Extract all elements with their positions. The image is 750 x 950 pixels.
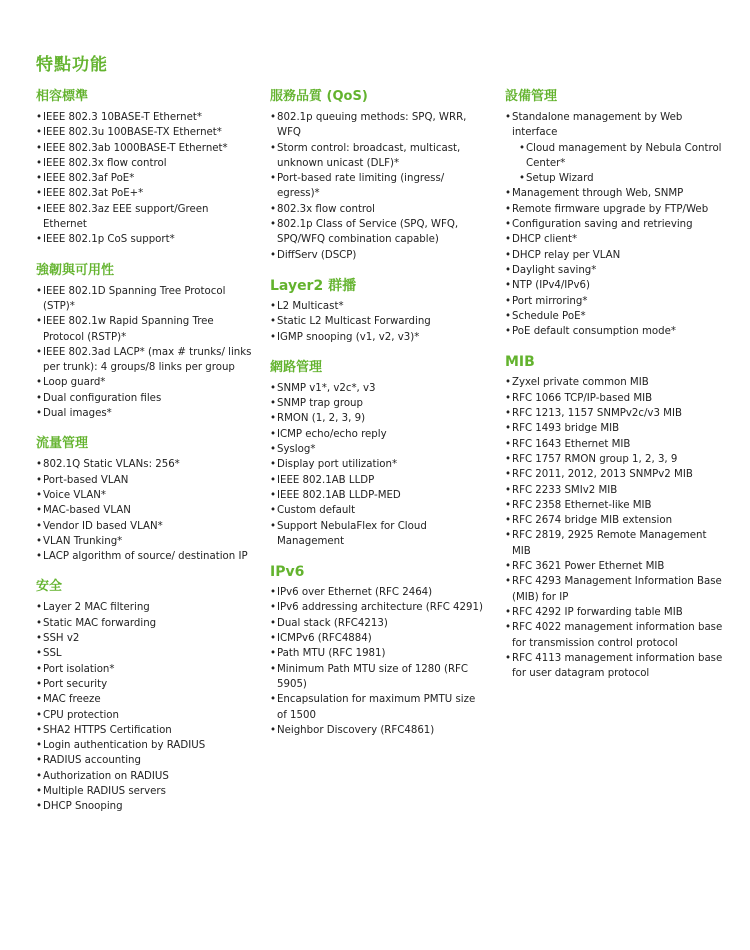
list-item: • DiffServ (DSCP) xyxy=(270,248,488,263)
section-mib xyxy=(505,353,725,681)
list-item: • Daylight saving* xyxy=(505,263,725,278)
list-item: • IEEE 802.1AB LLDP-MED xyxy=(270,488,488,503)
feature-list xyxy=(36,284,254,422)
feature-list xyxy=(36,457,254,564)
list-item: • RFC 1213, 1157 SNMPv2c/v3 MIB xyxy=(505,406,725,421)
list-item: • Layer 2 MAC filtering xyxy=(36,600,254,615)
section-title: MIB xyxy=(505,354,535,371)
section-title: Layer2 群播 xyxy=(270,277,357,294)
list-item: • 802.1Q Static VLANs: 256* xyxy=(36,457,254,472)
section-security xyxy=(36,578,254,814)
list-item: • L2 Multicast* xyxy=(270,299,488,314)
list-item: • SHA2 HTTPS Certification xyxy=(36,723,254,738)
list-item: • Schedule PoE* xyxy=(505,309,725,324)
list-item: • RFC 2011, 2012, 2013 SNMPv2 MIB xyxy=(505,467,725,482)
list-item: • RFC 1493 bridge MIB xyxy=(505,421,725,436)
list-item: • Voice VLAN* xyxy=(36,488,254,503)
list-item: • IEEE 802.3af PoE* xyxy=(36,171,254,186)
list-item: • Configuration saving and retrieving xyxy=(505,217,725,232)
list-item: • IPv6 over Ethernet (RFC 2464) xyxy=(270,585,488,600)
list-item: • Port security xyxy=(36,677,254,692)
list-item: • DHCP relay per VLAN xyxy=(505,248,725,263)
column-3 xyxy=(505,88,725,695)
feature-list xyxy=(36,110,254,248)
list-item: • IEEE 802.3ab 1000BASE-T Ethernet* xyxy=(36,141,254,156)
list-item: • RFC 4022 management information base for transmission control protocol xyxy=(505,620,725,651)
list-item: • SSH v2 xyxy=(36,631,254,646)
feature-list xyxy=(270,585,488,738)
feature-list xyxy=(270,110,488,263)
list-item: • SSL xyxy=(36,646,254,661)
list-item: • Support NebulaFlex for Cloud Management xyxy=(270,519,488,550)
list-item: • Loop guard* xyxy=(36,375,254,390)
list-item: • PoE default consumption mode* xyxy=(505,324,725,339)
section-title: 安全 xyxy=(36,579,63,595)
section-layer2-multicast xyxy=(270,277,488,345)
list-item: • Management through Web, SNMP xyxy=(505,186,725,201)
list-item: • DHCP Snooping xyxy=(36,799,254,814)
list-item: • NTP (IPv4/IPv6) xyxy=(505,278,725,293)
feature-list xyxy=(505,110,725,339)
list-item: • Remote firmware upgrade by FTP/Web xyxy=(505,202,725,217)
list-item: • IEEE 802.3az EEE support/Green Ethernet xyxy=(36,202,254,233)
list-item: • Zyxel private common MIB xyxy=(505,375,725,390)
section-title: 設備管理 xyxy=(505,89,558,104)
list-item: • MAC freeze xyxy=(36,692,254,707)
list-item: • 802.1p Class of Service (SPQ, WFQ, SPQ/WFQ combination capable) xyxy=(270,217,488,248)
list-item: • RFC 1643 Ethernet MIB xyxy=(505,437,725,452)
feature-list xyxy=(270,381,488,549)
list-item: • RFC 4292 IP forwarding table MIB xyxy=(505,605,725,620)
list-subitem: • Cloud management by Nebula Control Center* xyxy=(505,141,725,172)
section-title: 服務品質 (QoS) xyxy=(270,89,368,104)
list-item: • ICMP echo/echo reply xyxy=(270,427,488,442)
list-item: • RFC 1066 TCP/IP-based MIB xyxy=(505,391,725,406)
section-title: 相容標準 xyxy=(36,89,89,104)
list-item: • Neighbor Discovery (RFC4861) xyxy=(270,723,488,738)
list-item: • DHCP client* xyxy=(505,232,725,247)
list-item: • Static L2 Multicast Forwarding xyxy=(270,314,488,329)
list-item: • Standalone management by Web interface xyxy=(505,110,725,141)
list-item: • IEEE 802.1w Rapid Spanning Tree Protocol (RSTP)* xyxy=(36,314,254,345)
section-traffic-management xyxy=(36,435,254,564)
list-item: • Path MTU (RFC 1981) xyxy=(270,646,488,661)
feature-list xyxy=(270,299,488,345)
list-item: • Encapsulation for maximum PMTU size of 1500 xyxy=(270,692,488,723)
section-device-management xyxy=(505,88,725,339)
list-item: • Custom default xyxy=(270,503,488,518)
section-resilience xyxy=(36,262,254,422)
list-item: • Static MAC forwarding xyxy=(36,616,254,631)
list-item: • VLAN Trunking* xyxy=(36,534,254,549)
list-item: • RFC 4293 Management Information Base (MIB) for IP xyxy=(505,574,725,605)
list-item: • RFC 2674 bridge MIB extension xyxy=(505,513,725,528)
list-item: • Display port utilization* xyxy=(270,457,488,472)
list-item: • Vendor ID based VLAN* xyxy=(36,519,254,534)
list-item: • RMON (1, 2, 3, 9) xyxy=(270,411,488,426)
section-title: 強韌與可用性 xyxy=(36,262,115,278)
list-item: • 802.3x flow control xyxy=(270,202,488,217)
list-item: • RFC 2358 Ethernet-like MIB xyxy=(505,498,725,513)
list-item: • Authorization on RADIUS xyxy=(36,769,254,784)
section-title: 流量管理 xyxy=(36,436,89,452)
list-item: • IPv6 addressing architecture (RFC 4291) xyxy=(270,600,488,615)
list-item: • LACP algorithm of source/ destination IP xyxy=(36,549,254,564)
list-item: • Dual images* xyxy=(36,406,254,421)
list-item: • Multiple RADIUS servers xyxy=(36,784,254,799)
list-item: • Port mirroring* xyxy=(505,294,725,309)
section-compatibility xyxy=(36,88,254,248)
list-item: • RFC 4113 management information base for user datagram protocol xyxy=(505,651,725,682)
column-1 xyxy=(36,88,254,829)
list-item: • SNMP trap group xyxy=(270,396,488,411)
list-item: • IGMP snooping (v1, v2, v3)* xyxy=(270,330,488,345)
list-item: • Port isolation* xyxy=(36,662,254,677)
list-item: • SNMP v1*, v2c*, v3 xyxy=(270,381,488,396)
list-item: • RFC 2819, 2925 Remote Management MIB xyxy=(505,528,725,559)
feature-list xyxy=(36,600,254,814)
list-item: • IEEE 802.1AB LLDP xyxy=(270,473,488,488)
list-item: • IEEE 802.3at PoE+* xyxy=(36,186,254,201)
list-item: • IEEE 802.1D Spanning Tree Protocol (STP)* xyxy=(36,284,254,315)
section-title: 網路管理 xyxy=(270,359,323,375)
section-title: IPv6 xyxy=(270,564,305,581)
list-item: • MAC-based VLAN xyxy=(36,503,254,518)
list-item: • ICMPv6 (RFC4884) xyxy=(270,631,488,646)
list-item: • RFC 2233 SMIv2 MIB xyxy=(505,483,725,498)
feature-list xyxy=(505,375,725,681)
list-item: • CPU protection xyxy=(36,708,254,723)
list-item: • RFC 3621 Power Ethernet MIB xyxy=(505,559,725,574)
list-item: • RADIUS accounting xyxy=(36,753,254,768)
list-item: • IEEE 802.1p CoS support* xyxy=(36,232,254,247)
list-item: • IEEE 802.3x flow control xyxy=(36,156,254,171)
list-item: • IEEE 802.3u 100BASE-TX Ethernet* xyxy=(36,125,254,140)
list-item: • RFC 1757 RMON group 1, 2, 3, 9 xyxy=(505,452,725,467)
list-subitem: • Setup Wizard xyxy=(505,171,725,186)
page-title: 特點功能 xyxy=(36,55,108,75)
list-item: • IEEE 802.3ad LACP* (max # trunks/ links per trunk): 4 groups/8 links per group xyxy=(36,345,254,376)
column-2 xyxy=(270,88,488,752)
section-ipv6 xyxy=(270,563,488,738)
list-item: • Port-based VLAN xyxy=(36,473,254,488)
list-item: • Port-based rate limiting (ingress/ egress)* xyxy=(270,171,488,202)
section-network-management xyxy=(270,359,488,549)
list-item: • Dual stack (RFC4213) xyxy=(270,616,488,631)
list-item: • 802.1p queuing methods: SPQ, WRR, WFQ xyxy=(270,110,488,141)
list-item: • Storm control: broadcast, multicast, unknown unicast (DLF)* xyxy=(270,141,488,172)
list-item: • IEEE 802.3 10BASE-T Ethernet* xyxy=(36,110,254,125)
list-item: • Syslog* xyxy=(270,442,488,457)
list-item: • Minimum Path MTU size of 1280 (RFC 5905) xyxy=(270,662,488,693)
list-item: • Login authentication by RADIUS xyxy=(36,738,254,753)
list-item: • Dual configuration files xyxy=(36,391,254,406)
section-qos xyxy=(270,88,488,263)
